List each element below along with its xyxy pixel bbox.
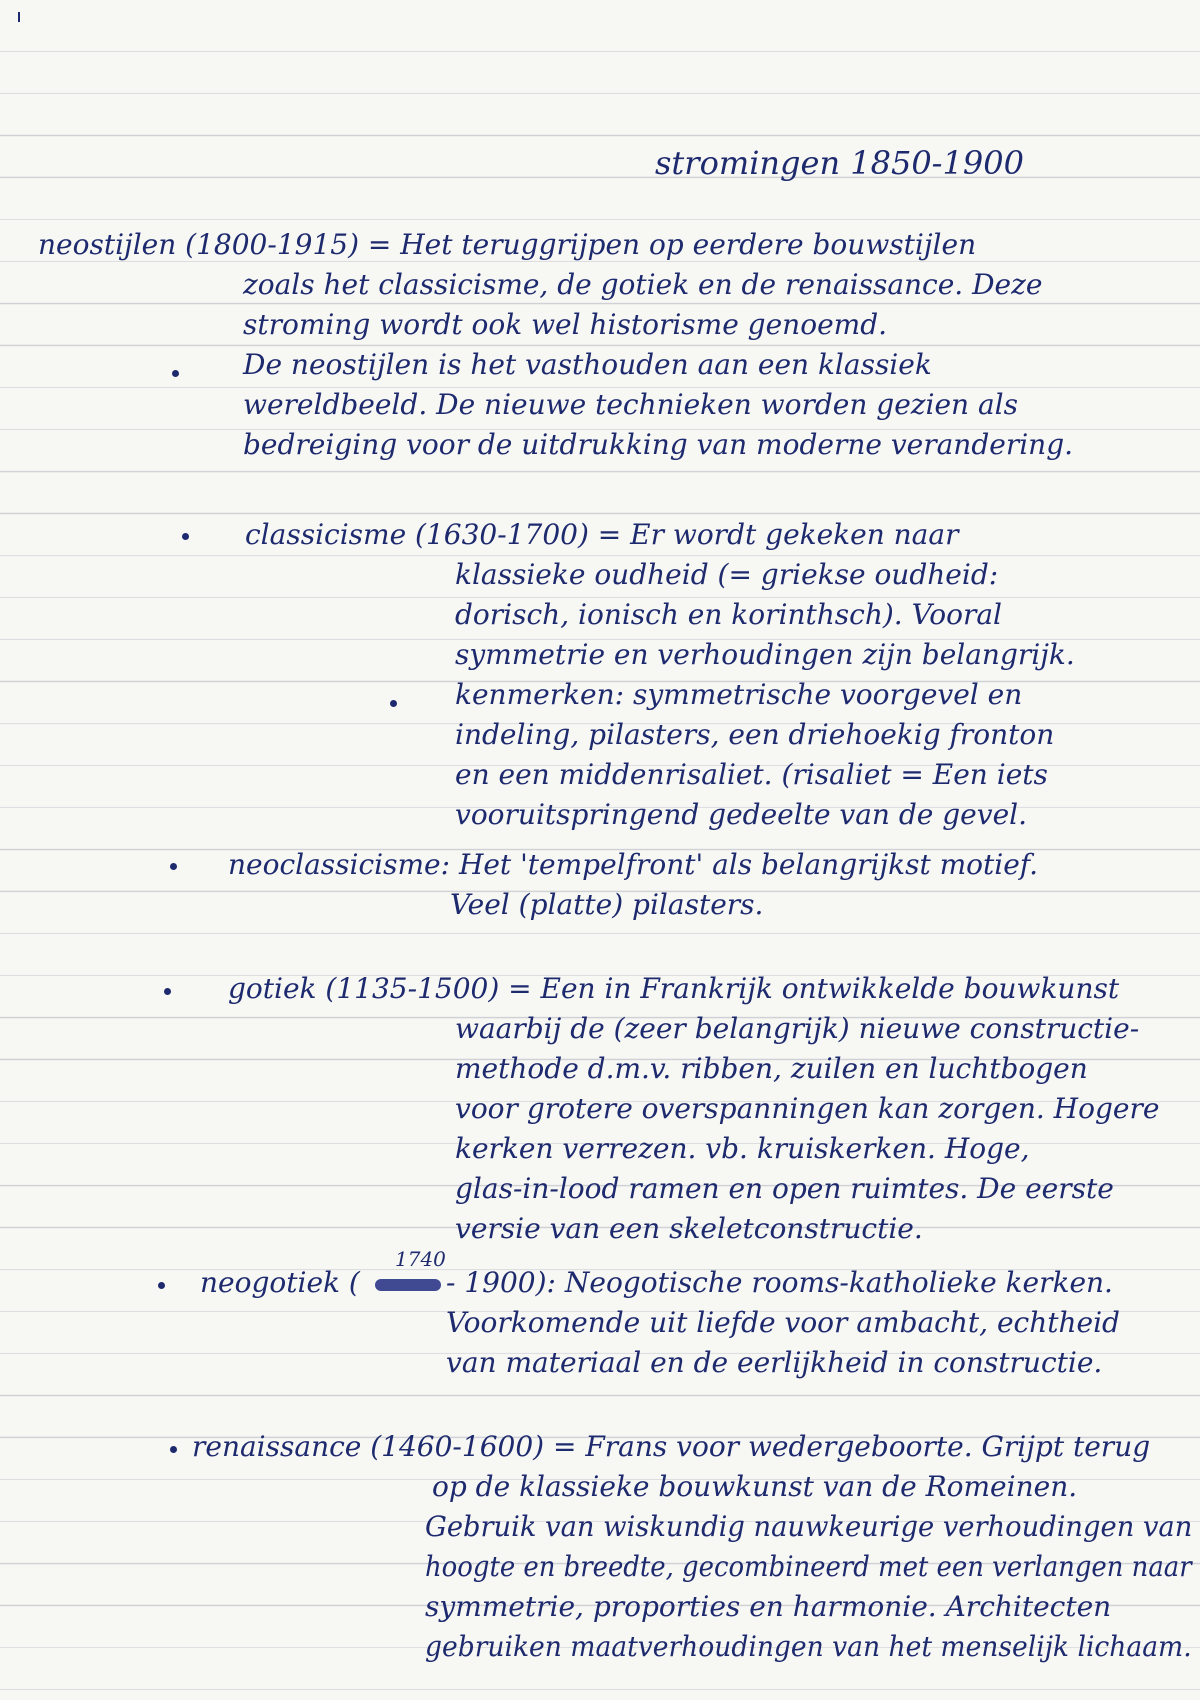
- neogotiek-line-2: Voorkomende uit liefde voor ambacht, echtheid: [446, 1306, 1120, 1339]
- gotiek-line-2: waarbij de (zeer belangrijk) nieuwe constructie-: [455, 1012, 1140, 1045]
- gotiek-line-6: glas-in-lood ramen en open ruimtes. De eerste: [455, 1172, 1114, 1205]
- renaissance-line-5: symmetrie, proporties en harmonie. Architecten: [425, 1590, 1112, 1623]
- neogotiek-line-1-rest: - 1900): Neogotische rooms-katholieke kerken.: [446, 1266, 1113, 1299]
- scribbled-out-text: [375, 1279, 441, 1291]
- bullet-dot: [182, 533, 189, 540]
- classicisme-line-4: symmetrie en verhoudingen zijn belangrijk.: [455, 638, 1075, 671]
- renaissance-line-2: op de klassieke bouwkunst van de Romeinen.: [432, 1470, 1078, 1503]
- bullet-dot: [172, 370, 179, 377]
- bullet-dot: [170, 863, 177, 870]
- neogotiek-line-1: neogotiek (: [200, 1266, 360, 1299]
- classicisme-line-5: kenmerken: symmetrische voorgevel en: [455, 678, 1023, 711]
- neoclassicisme-line-1: neoclassicisme: Het 'tempelfront' als belangrijkst motief.: [228, 848, 1039, 881]
- bullet-dot: [390, 700, 397, 707]
- neogotiek-correction: 1740: [395, 1247, 446, 1271]
- renaissance-line-6: gebruiken maatverhoudingen van het menselijk lichaam.: [425, 1630, 1192, 1663]
- renaissance-line-4: hoogte en breedte, gecombineerd met een verlangen naar: [425, 1550, 1192, 1583]
- page-title: stromingen 1850-1900: [655, 144, 1024, 182]
- neostijlen-line-6: bedreiging voor de uitdrukking van moderne verandering.: [243, 428, 1074, 461]
- gotiek-line-5: kerken verrezen. vb. kruiskerken. Hoge,: [455, 1132, 1030, 1165]
- classicisme-line-3: dorisch, ionisch en korinthsch). Vooral: [455, 598, 1002, 631]
- classicisme-line-6: indeling, pilasters, een driehoekig fronton: [455, 718, 1055, 751]
- neostijlen-line-1: neostijlen (1800-1915) = Het teruggrijpen op eerdere bouwstijlen: [38, 228, 977, 261]
- neostijlen-line-2: zoals het classicisme, de gotiek en de renaissance. Deze: [243, 268, 1043, 301]
- classicisme-line-1: classicisme (1630-1700) = Er wordt gekeken naar: [245, 518, 959, 551]
- renaissance-line-3: Gebruik van wiskundig nauwkeurige verhoudingen van: [425, 1510, 1193, 1543]
- neoclassicisme-line-2: Veel (platte) pilasters.: [450, 888, 764, 921]
- classicisme-line-8: vooruitspringend gedeelte van de gevel.: [455, 798, 1027, 831]
- gotiek-line-3: methode d.m.v. ribben, zuilen en luchtbogen: [455, 1052, 1088, 1085]
- bullet-dot: [170, 1446, 177, 1453]
- neogotiek-line-3: van materiaal en de eerlijkheid in constructie.: [446, 1346, 1103, 1379]
- margin-mark: [18, 12, 20, 22]
- gotiek-line-4: voor grotere overspanningen kan zorgen. Hogere: [455, 1092, 1160, 1125]
- neostijlen-line-3: stroming wordt ook wel historisme genoemd.: [243, 308, 888, 341]
- gotiek-line-7: versie van een skeletconstructie.: [455, 1212, 923, 1245]
- neostijlen-line-5: wereldbeeld. De nieuwe technieken worden gezien als: [243, 388, 1018, 421]
- gotiek-line-1: gotiek (1135-1500) = Een in Frankrijk ontwikkelde bouwkunst: [228, 972, 1120, 1005]
- classicisme-line-2: klassieke oudheid (= griekse oudheid:: [455, 558, 999, 591]
- bullet-dot: [158, 1282, 165, 1289]
- bullet-dot: [164, 988, 171, 995]
- renaissance-line-1: renaissance (1460-1600) = Frans voor wedergeboorte. Grijpt terug: [192, 1430, 1151, 1463]
- neostijlen-line-4: De neostijlen is het vasthouden aan een klassiek: [243, 348, 932, 381]
- classicisme-line-7: en een middenrisaliet. (risaliet = Een iets: [455, 758, 1048, 791]
